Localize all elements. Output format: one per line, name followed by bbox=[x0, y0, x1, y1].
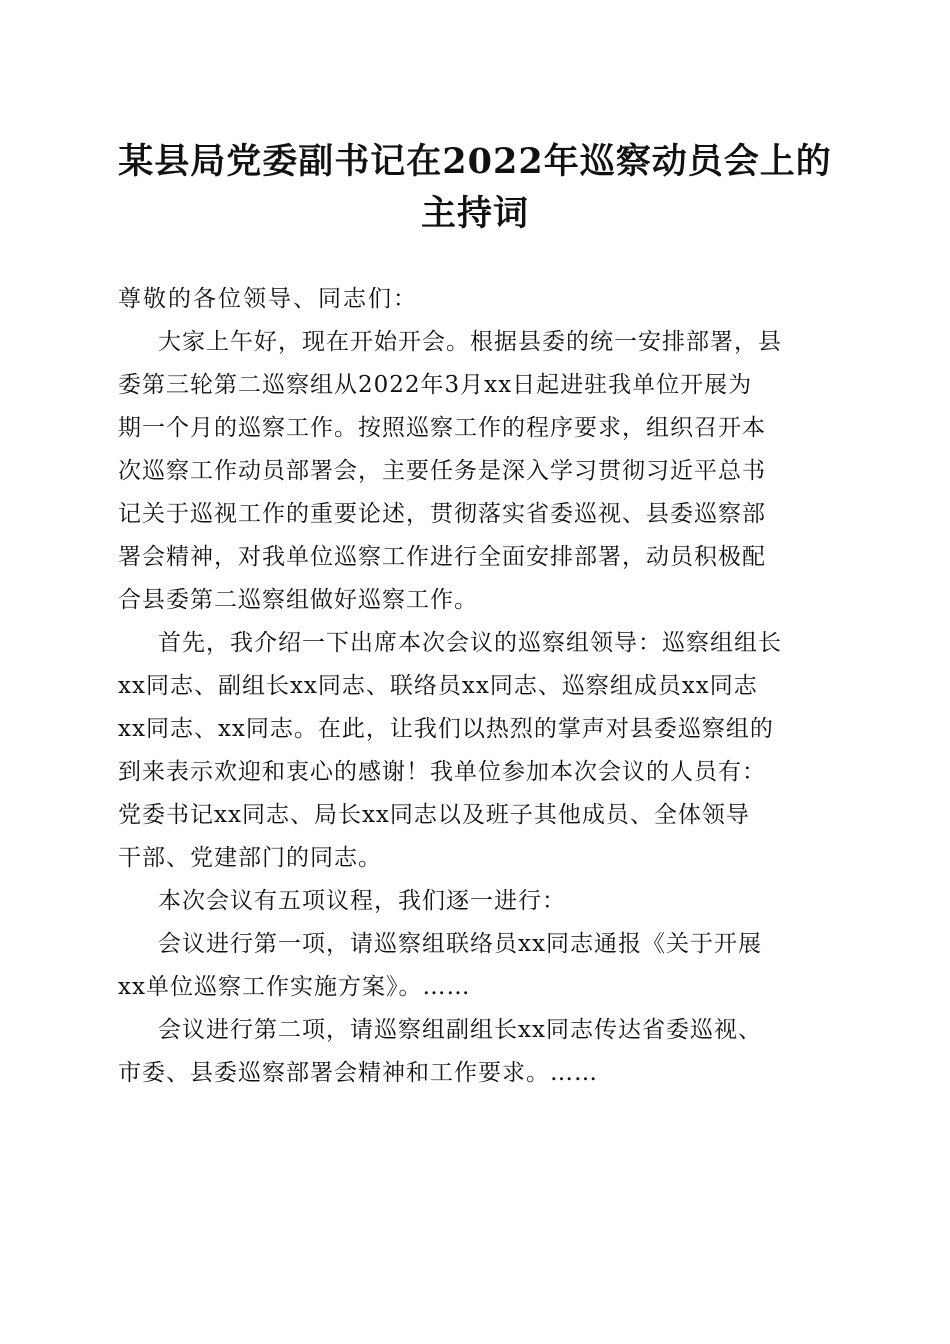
paragraph-line: 党委书记xx同志、局长xx同志以及班子其他成员、全体领导 bbox=[118, 802, 750, 828]
paragraph-line: 署会精神，对我单位巡察工作进行全面安排部署，动员积极配 bbox=[118, 544, 766, 570]
paragraph-line: 到来表示欢迎和衷心的感谢！我单位参加本次会议的人员有： bbox=[118, 759, 766, 785]
paragraph-introductions bbox=[118, 622, 822, 880]
paragraph-line: xx单位巡察工作实施方案》。…… bbox=[118, 974, 471, 1000]
paragraph-agenda bbox=[118, 880, 822, 923]
title-line: 某县局党委副书记在2022年巡察动员会上的 bbox=[118, 141, 832, 182]
paragraph-line: 期一个月的巡察工作。按照巡察工作的程序要求，组织召开本 bbox=[118, 415, 766, 441]
paragraph-line: 市委、县委巡察部署会精神和工作要求。…… bbox=[118, 1060, 598, 1086]
paragraph-line: 大家上午好，现在开始开会。根据县委的统一安排部署，县 bbox=[158, 329, 782, 355]
paragraph-line: 记关于巡视工作的重要论述，贯彻落实省委巡视、县委巡察部 bbox=[118, 501, 766, 527]
paragraph-line: 委第三轮第二巡察组从2022年3月xx日起进驻我单位开展为 bbox=[118, 372, 753, 398]
paragraph-agenda-item-1 bbox=[118, 923, 822, 1009]
document-body bbox=[118, 278, 822, 1095]
paragraph-line: xx同志、副组长xx同志、联络员xx同志、巡察组成员xx同志 bbox=[118, 673, 758, 699]
paragraph-line: xx同志、xx同志。在此，让我们以热烈的掌声对县委巡察组的 bbox=[118, 716, 774, 742]
title-line: 主持词 bbox=[420, 193, 529, 234]
paragraph-line: 首先，我介绍一下出席本次会议的巡察组领导：巡察组组长 bbox=[158, 630, 782, 656]
paragraph-line: 会议进行第二项，请巡察组副组长xx同志传达省委巡视、 bbox=[158, 1017, 762, 1043]
paragraph-line: 干部、党建部门的同志。 bbox=[118, 845, 382, 871]
paragraph-opening bbox=[118, 321, 822, 622]
paragraph-line: 合县委第二巡察组做好巡察工作。 bbox=[118, 587, 478, 613]
salutation: 尊敬的各位领导、同志们： bbox=[118, 286, 418, 312]
paragraph-line: 次巡察工作动员部署会，主要任务是深入学习贯彻习近平总书 bbox=[118, 458, 766, 484]
paragraph-line: 本次会议有五项议程，我们逐一进行： bbox=[158, 888, 566, 914]
paragraph-line: 会议进行第一项，请巡察组联络员xx同志通报《关于开展 bbox=[158, 931, 762, 957]
document-title bbox=[118, 136, 832, 240]
paragraph-agenda-item-2 bbox=[118, 1009, 822, 1095]
